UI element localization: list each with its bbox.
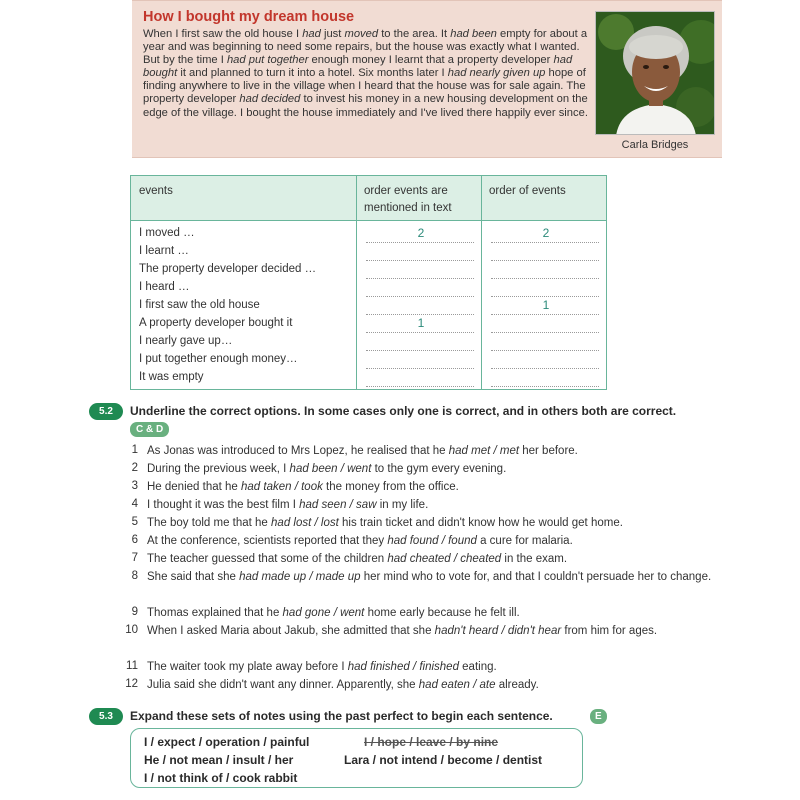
story-text: When I first saw the old house I had just moved to the area. It had been empty for about a year and was beginning to need some repairs, but the house was exactly what I wanted. But by the time I had put together enough money I learnt that a property developer had bought it and planned to turn it into a hotel. Six months later I had nearly given up hope of finding anywhere to live in the village when I heard that the house was for sale again. The property developer had decided to invest his money in a new housing development on the edge of the village. I bought the house immediately and I've lived there happily ever since. [143,28,588,119]
event-label: The property developer decided … [139,263,317,275]
event-label: I put together enough money… [139,353,298,365]
answer-line[interactable] [491,242,599,243]
item-number: 2 [131,462,138,474]
answer-line[interactable] [366,296,474,297]
item-number: 12 [125,678,138,690]
event-label: I moved … [139,227,195,239]
column-divider [356,176,357,389]
exercise-item[interactable]: During the previous week, I had been / went to the gym every evening. [147,463,507,475]
item-number: 11 [126,660,138,672]
grammar-ref-tag: C & D [130,422,169,437]
event-label: I heard … [139,281,190,293]
answer-line[interactable] [491,332,599,333]
answer-line[interactable] [366,332,474,333]
header-events: events [139,185,173,197]
exercise-5-2-instruction: Underline the correct options. In some cases only one is correct, and in others both are correct. [130,404,677,418]
item-number: 5 [131,516,138,528]
exercise-item[interactable]: He denied that he had taken / took the money from the office. [147,481,459,493]
note-item-example: I / hope / leave / by nine [364,735,499,749]
header-mentioned: order events are mentioned in text [364,185,452,214]
event-label: I first saw the old house [139,299,260,311]
item-number: 9 [131,606,138,618]
column-divider [481,176,482,389]
item-number: 1 [131,444,138,456]
story-title: How I bought my dream house [143,9,355,25]
order-answer: 1 [542,298,550,312]
mentioned-answer: 2 [417,226,425,240]
answer-line[interactable] [491,350,599,351]
exercise-item[interactable]: I thought it was the best film I had seen / saw in my life. [147,499,429,511]
item-number: 3 [131,480,138,492]
answer-line[interactable] [366,386,474,387]
answer-line[interactable] [366,278,474,279]
notes-box [130,728,583,788]
item-number: 7 [131,552,138,564]
answer-line[interactable] [366,368,474,369]
portrait-photo [595,11,715,135]
event-label: I nearly gave up… [139,335,233,347]
note-item: He / not mean / insult / her [144,753,294,767]
event-label: A property developer bought it [139,317,293,329]
event-label: It was empty [139,371,204,383]
exercise-item[interactable]: At the conference, scientists reported that they had found / found a cure for malaria. [147,535,573,547]
exercise-item[interactable]: Julia said she didn't want any dinner. Apparently, she had eaten / ate already. [147,679,539,691]
grammar-ref-tag: E [590,709,607,724]
event-label: I learnt … [139,245,189,257]
note-item: I / not think of / cook rabbit [144,771,298,785]
answer-line[interactable] [491,296,599,297]
exercise-item[interactable]: The teacher guessed that some of the children had cheated / cheated in the exam. [147,553,568,565]
item-number: 4 [131,498,138,510]
answer-line[interactable] [491,260,599,261]
note-item: Lara / not intend / become / dentist [344,753,543,767]
exercise-item[interactable]: Thomas explained that he had gone / went home early because he felt ill. [147,607,520,619]
events-table [130,175,607,390]
exercise-item[interactable]: The boy told me that he had lost / lost his train ticket and didn't know how he would get home. [147,517,623,529]
story-card [132,0,722,158]
exercise-item[interactable]: When I asked Maria about Jakub, she admitted that she hadn't heard / didn't hear from him for ages. [147,625,658,637]
mentioned-answer: 1 [417,316,425,330]
answer-line[interactable] [491,386,599,387]
exercise-badge-5-2: 5.2 [89,403,123,420]
answer-line[interactable] [491,368,599,369]
photo-caption: Carla Bridges [621,139,689,151]
answer-line[interactable] [366,314,474,315]
note-item: I / expect / operation / painful [144,735,310,749]
answer-line[interactable] [366,350,474,351]
answer-line[interactable] [491,278,599,279]
exercise-item[interactable]: She said that she had made up / made up her mind who to vote for, and that I couldn't persuade her to change. [147,571,712,583]
item-number: 6 [131,534,138,546]
item-number: 8 [131,570,138,582]
answer-line[interactable] [366,260,474,261]
exercise-5-3-instruction: Expand these sets of notes using the past perfect to begin each sentence. [130,709,553,723]
item-number: 10 [125,624,138,636]
answer-line[interactable] [366,242,474,243]
exercise-item[interactable]: The waiter took my plate away before I had finished / finished eating. [147,661,497,673]
exercise-badge-5-3: 5.3 [89,708,123,725]
exercise-item[interactable]: As Jonas was introduced to Mrs Lopez, he realised that he had met / met her before. [147,445,578,457]
answer-line[interactable] [491,314,599,315]
order-answer: 2 [542,226,550,240]
header-order: order of events [489,185,566,197]
